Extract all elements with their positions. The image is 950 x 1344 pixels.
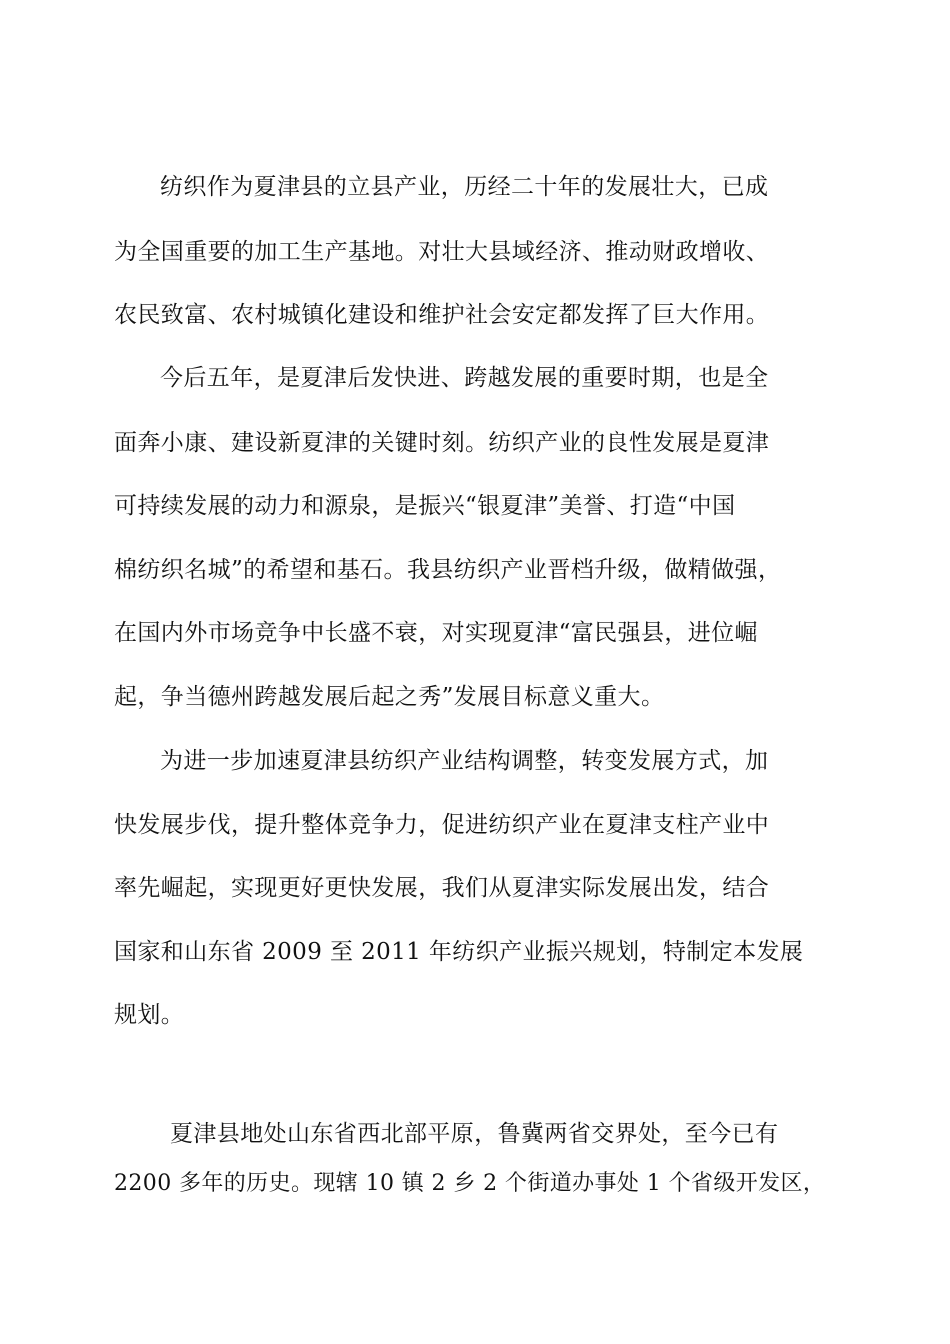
paragraph-3-line-2: 快发展步伐，提升整体竞争力，促进纺织产业在夏津支柱产业中 [114, 812, 770, 838]
paragraph-2-line-1: 今后五年，是夏津后发快进、跨越发展的重要时期，也是全 [160, 365, 769, 391]
paragraph-2-line-3: 可持续发展的动力和源泉，是振兴“银夏津”美誉、打造“中国 [114, 493, 736, 519]
paragraph-3-line-5: 规划。 [114, 1002, 185, 1028]
paragraph-2-line-6: 起，争当德州跨越发展后起之秀”发展目标意义重大。 [114, 684, 665, 710]
paragraph-2-line-2: 面奔小康、建设新夏津的关键时刻。纺织产业的良性发展是夏津 [114, 430, 770, 456]
paragraph-3-line-4: 国家和山东省 2009 至 2011 年纺织产业振兴规划，特制定本发展 [114, 939, 804, 965]
paragraph-4-line-1: 夏津县地处山东省西北部平原，鲁冀两省交界处，至今已有 [170, 1121, 779, 1147]
paragraph-4-line-2: 2200 多年的历史。现辖 10 镇 2 乡 2 个街道办事处 1 个省级开发区， [114, 1171, 826, 1196]
paragraph-2-line-5: 在国内外市场竞争中长盛不衰，对实现夏津“富民强县，进位崛 [114, 620, 758, 646]
paragraph-3-line-1: 为进一步加速夏津县纺织产业结构调整，转变发展方式，加 [160, 748, 769, 774]
paragraph-1-line-3: 农民致富、农村城镇化建设和维护社会安定都发挥了巨大作用。 [114, 302, 770, 328]
paragraph-1-line-2: 为全国重要的加工生产基地。对壮大县域经济、推动财政增收、 [114, 239, 770, 265]
paragraph-2-line-4: 棉纺织名城”的希望和基石。我县纺织产业晋档升级，做精做强， [114, 557, 782, 583]
paragraph-1-line-1: 纺织作为夏津县的立县产业，历经二十年的发展壮大，已成 [160, 174, 769, 200]
paragraph-3-line-3: 率先崛起，实现更好更快发展，我们从夏津实际发展出发，结合 [114, 875, 770, 901]
